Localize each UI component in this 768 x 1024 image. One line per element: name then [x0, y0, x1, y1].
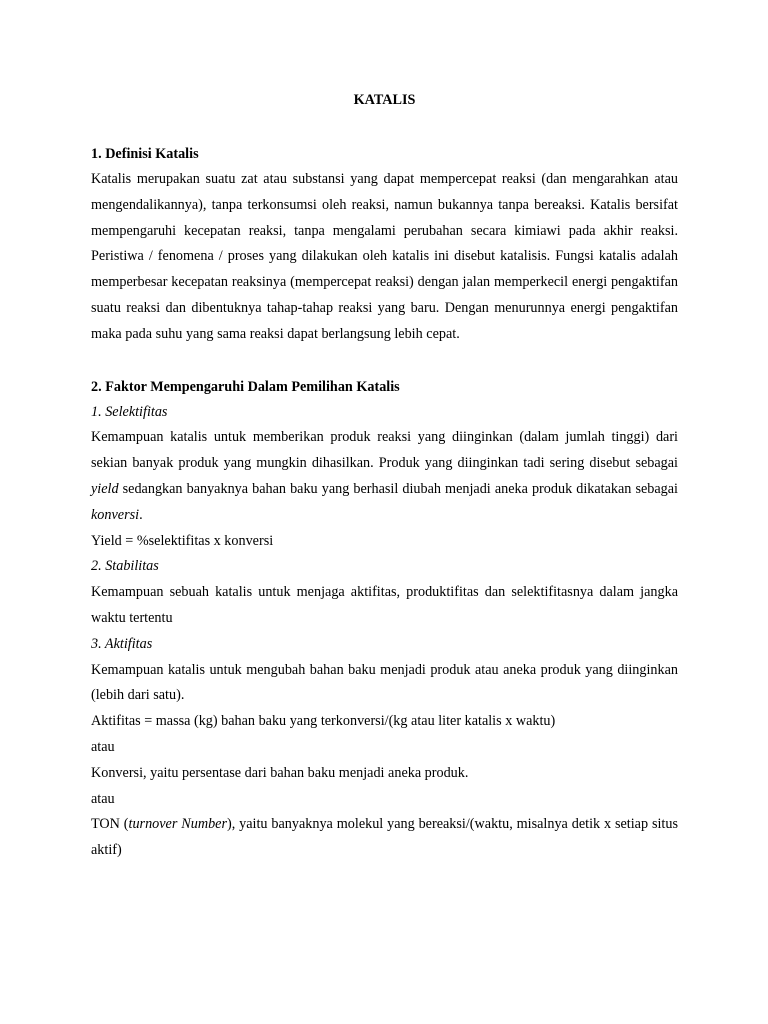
emphasis-konversi: konversi [91, 506, 140, 523]
connector-atau: atau [91, 790, 115, 807]
subheading-stabilitas: 2. Stabilitas [91, 558, 159, 575]
text-segment: TON ( [91, 816, 129, 833]
subheading-selektifitas: 1. Selektifitas [91, 403, 168, 420]
paragraph-stabilitas: Kemampuan sebuah katalis untuk menjaga aktifitas, produktifitas dan selektifitasnya dalam jangka waktu tertentu [91, 584, 678, 626]
emphasis-yield: yield [91, 480, 119, 497]
text-segment: Kemampuan katalis untuk memberikan produk reaksi yang diinginkan (dalam jumlah tinggi) dari sekian banyak produk yang mungkin dihasilkan. Produk yang diinginkan tadi sering disebut sebagai [91, 429, 678, 472]
paragraph-definisi: Katalis merupakan suatu zat atau substansi yang dapat mempercepat reaksi (dan mengarahkan atau mengendalikannya), tanpa terkonsumsi oleh reaksi, namun bukannya tanpa bereaksi. Katalis bersifat mempengaruhi kecepatan reaksi, tanpa mengalami perubahan secara kimiawi pada akhir reaksi. Peristiwa / fenomena / proses yang dilakukan oleh katalis ini disebut katalisis. Fungsi katalis adalah memperbesar kecepatan reaksinya (mempercepat reaksi) dengan jalan memperkecil energi pengaktifan suatu reaksi dan dibentuknya tahap-tahap reaksi yang baru. Dengan menurunnya energi pengaktifan maka pada suhu yang sama reaksi dapat berlangsung lebih cepat. [91, 171, 678, 342]
text-segment: . [139, 506, 143, 523]
formula-aktifitas: Aktifitas = massa (kg) bahan baku yang terkonversi/(kg atau liter katalis x waktu) [91, 713, 556, 730]
definition-konversi: Konversi, yaitu persentase dari bahan baku menjadi aneka produk. [91, 764, 469, 781]
text-segment: ), yaitu banyaknya molekul yang bereaksi/(waktu, misalnya detik x setiap situs aktif) [91, 816, 678, 859]
paragraph-selektifitas [91, 425, 678, 528]
paragraph-aktifitas: Kemampuan katalis untuk mengubah bahan baku menjadi produk atau aneka produk yang diinginkan (lebih dari satu). [91, 661, 678, 704]
text-segment: sedangkan banyaknya bahan baku yang berhasil diubah menjadi aneka produk dikatakan sebagai [118, 480, 678, 497]
formula-yield: Yield = %selektifitas x konversi [91, 532, 274, 549]
section-heading-definisi: 1. Definisi Katalis [91, 146, 199, 162]
definition-ton [91, 812, 678, 864]
subheading-aktifitas: 3. Aktifitas [91, 635, 153, 652]
connector-atau: atau [91, 738, 115, 755]
document-title: KATALIS [353, 92, 416, 108]
section-heading-faktor: 2. Faktor Mempengaruhi Dalam Pemilihan Katalis [91, 378, 400, 395]
emphasis-turnover-number: turnover Number [128, 816, 227, 833]
